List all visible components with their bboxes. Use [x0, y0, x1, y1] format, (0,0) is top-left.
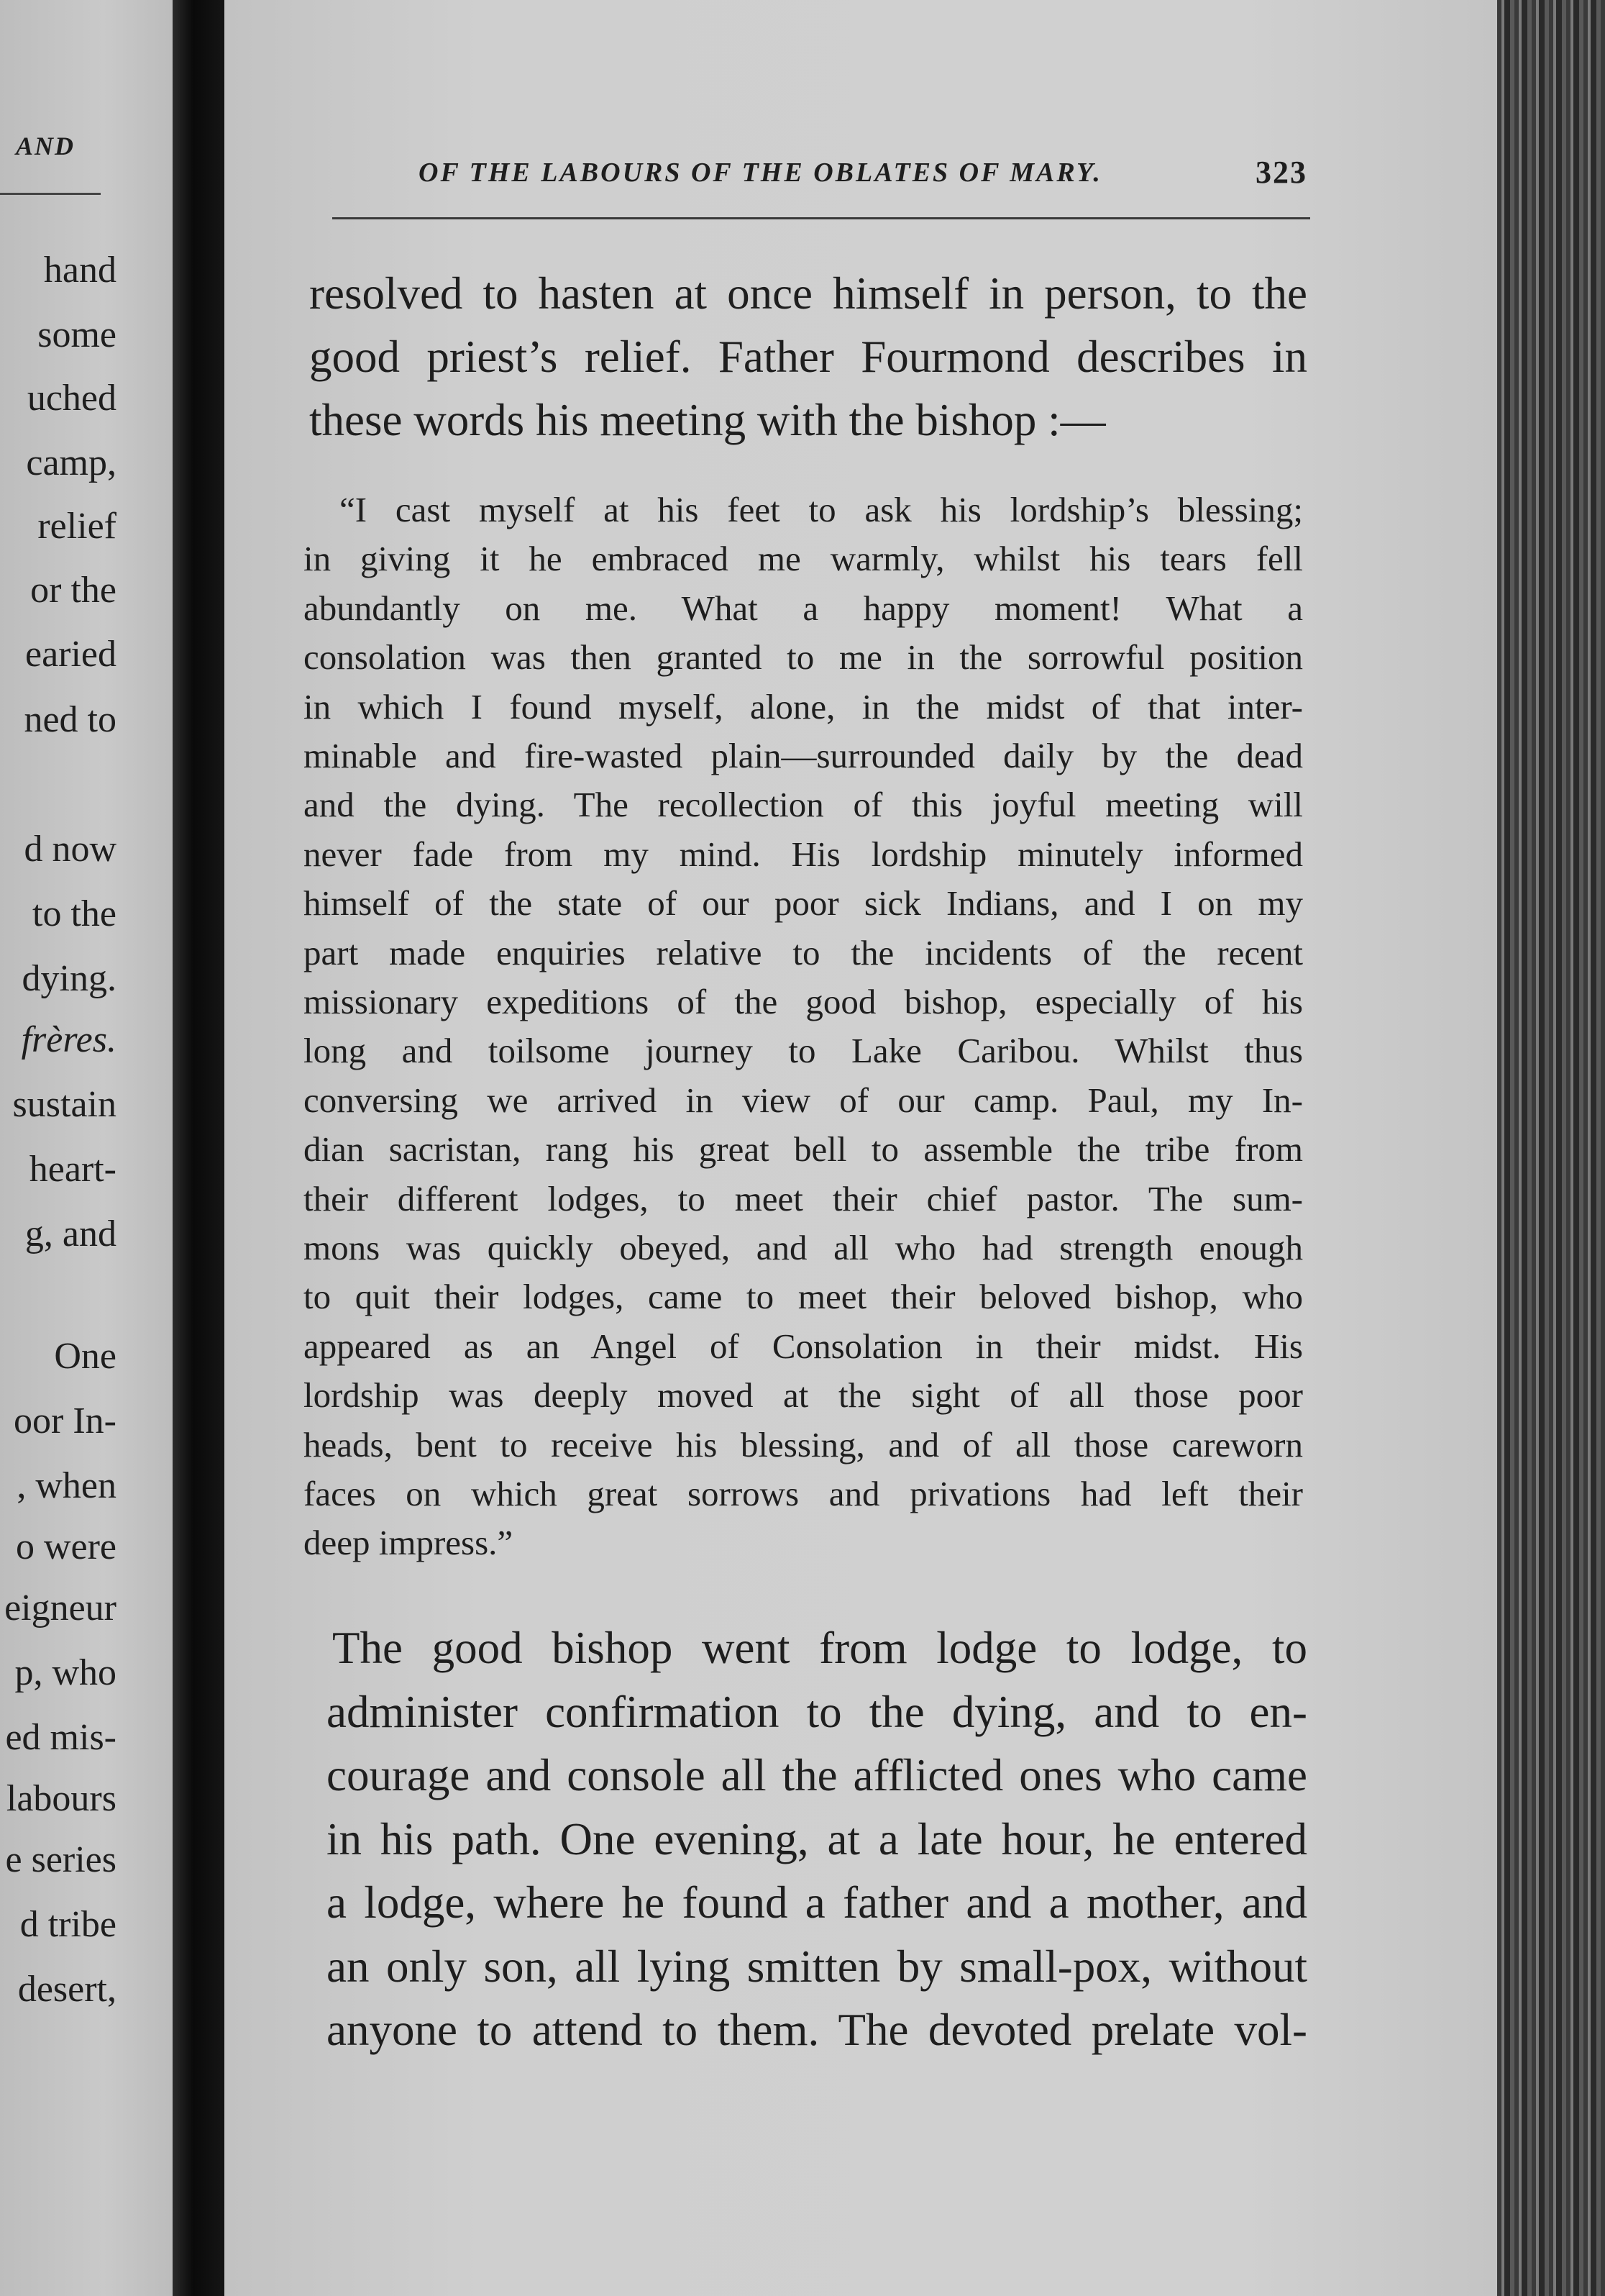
quote-line: faces on which great sorrows and privations had left their [303, 1474, 1303, 1513]
page-number: 323 [1256, 155, 1307, 190]
quote-line: abundantly on me. What a happy moment! What a [303, 588, 1303, 628]
facing-page-fragment [0, 0, 173, 2296]
quote-line: in which I found myself, alone, in the midst of that inter- [303, 686, 1303, 726]
facing-page-line: desert, [17, 1969, 116, 2010]
facing-page-line: d now [24, 829, 116, 870]
quote-line: their different lodges, to meet their chief pastor. The sum- [303, 1178, 1303, 1218]
facing-page-line: some [37, 314, 116, 355]
body-line: The good bishop went from lodge to lodge, to [332, 1623, 1307, 1673]
quote-line: mons was quickly obeyed, and all who had strength enough [303, 1228, 1303, 1267]
quote-line: appeared as an Angel of Consolation in their midst. His [303, 1326, 1303, 1366]
facing-page-line: , when [17, 1465, 116, 1506]
facing-page-line: hand [43, 250, 116, 291]
quote-line: himself of the state of our poor sick Indians, and I on my [303, 883, 1303, 924]
quote-line: minable and fire-wasted plain—surrounded daily by the dead [303, 736, 1303, 775]
quote-line: consolation was then granted to me in the sorrowful position [303, 637, 1303, 678]
facing-page-line: o were [15, 1526, 116, 1567]
quote-line: heads, bent to receive his blessing, and of all those careworn [303, 1424, 1303, 1464]
quote-line: missionary expeditions of the good bishop, especially of his [303, 982, 1303, 1021]
facing-page-line: frères. [21, 1019, 116, 1060]
facing-page-line: oor In- [14, 1400, 116, 1441]
facing-page-line: camp, [26, 442, 116, 483]
facing-page-line: relief [37, 506, 116, 547]
facing-page-line: p, who [14, 1652, 116, 1693]
facing-page-line: ed mis- [5, 1717, 116, 1758]
quote-line: and the dying. The recollection of this joyful meeting will [303, 785, 1303, 825]
book-gutter [173, 0, 224, 2296]
facing-page-line: heart- [29, 1149, 116, 1190]
facing-page-line: to the [32, 893, 116, 934]
book-page [224, 0, 1497, 2296]
facing-page-line: earied [24, 634, 116, 675]
page-edges [1497, 0, 1605, 2296]
body-line: courage and console all the afflicted ones who came [326, 1750, 1307, 1800]
facing-page-line: sustain [12, 1084, 116, 1125]
quote-line: part made enquiries relative to the incidents of the recent [303, 932, 1303, 972]
header-rule [332, 217, 1310, 219]
facing-page-header: AND [16, 132, 76, 160]
quote-line: deep impress.” [303, 1523, 513, 1563]
quote-line: lordship was deeply moved at the sight of all those poor [303, 1375, 1303, 1416]
body-line: administer confirmation to the dying, and to en- [326, 1686, 1307, 1737]
facing-page-line: eigneur [4, 1587, 116, 1628]
body-line: an only son, all lying smitten by small-pox, without [326, 1941, 1307, 1992]
facing-page-line: labours [6, 1778, 116, 1819]
facing-page-line: e series [5, 1839, 116, 1880]
facing-page-line: d tribe [19, 1904, 116, 1945]
facing-page-line: One [54, 1336, 116, 1377]
facing-page-line: uched [27, 378, 116, 419]
facing-page-line: g, and [24, 1213, 116, 1254]
facing-page-rule [0, 193, 101, 195]
quote-line: in giving it he embraced me warmly, whilst his tears fell [303, 539, 1303, 579]
quote-line: dian sacristan, rang his great bell to assemble the tribe from [303, 1129, 1303, 1170]
running-head: OF THE LABOURS OF THE OBLATES OF MARY. [419, 158, 1102, 188]
body-line: resolved to hasten at once himself in person, to the [309, 268, 1307, 319]
quote-line: conversing we arrived in view of our camp. Paul, my In- [303, 1080, 1303, 1120]
quote-line: to quit their lodges, came to meet their beloved bishop, who [303, 1277, 1303, 1317]
body-line: these words his meeting with the bishop :— [309, 395, 1106, 445]
facing-page-line: or the [30, 570, 116, 611]
facing-page-line: dying. [22, 958, 116, 999]
body-line: a lodge, where he found a father and a mother, and [326, 1877, 1307, 1928]
quote-line: never fade from my mind. His lordship minutely informed [303, 834, 1303, 874]
quote-line: long and toilsome journey to Lake Caribou. Whilst thus [303, 1031, 1303, 1071]
body-line: in his path. One evening, at a late hour, he entered [326, 1813, 1307, 1864]
body-line: good priest’s relief. Father Fourmond describes in [309, 332, 1307, 382]
quote-line: “I cast myself at his feet to ask his lordship’s blessing; [339, 490, 1303, 529]
facing-page-line: ned to [24, 699, 116, 740]
body-line: anyone to attend to them. The devoted prelate vol- [326, 2005, 1307, 2055]
